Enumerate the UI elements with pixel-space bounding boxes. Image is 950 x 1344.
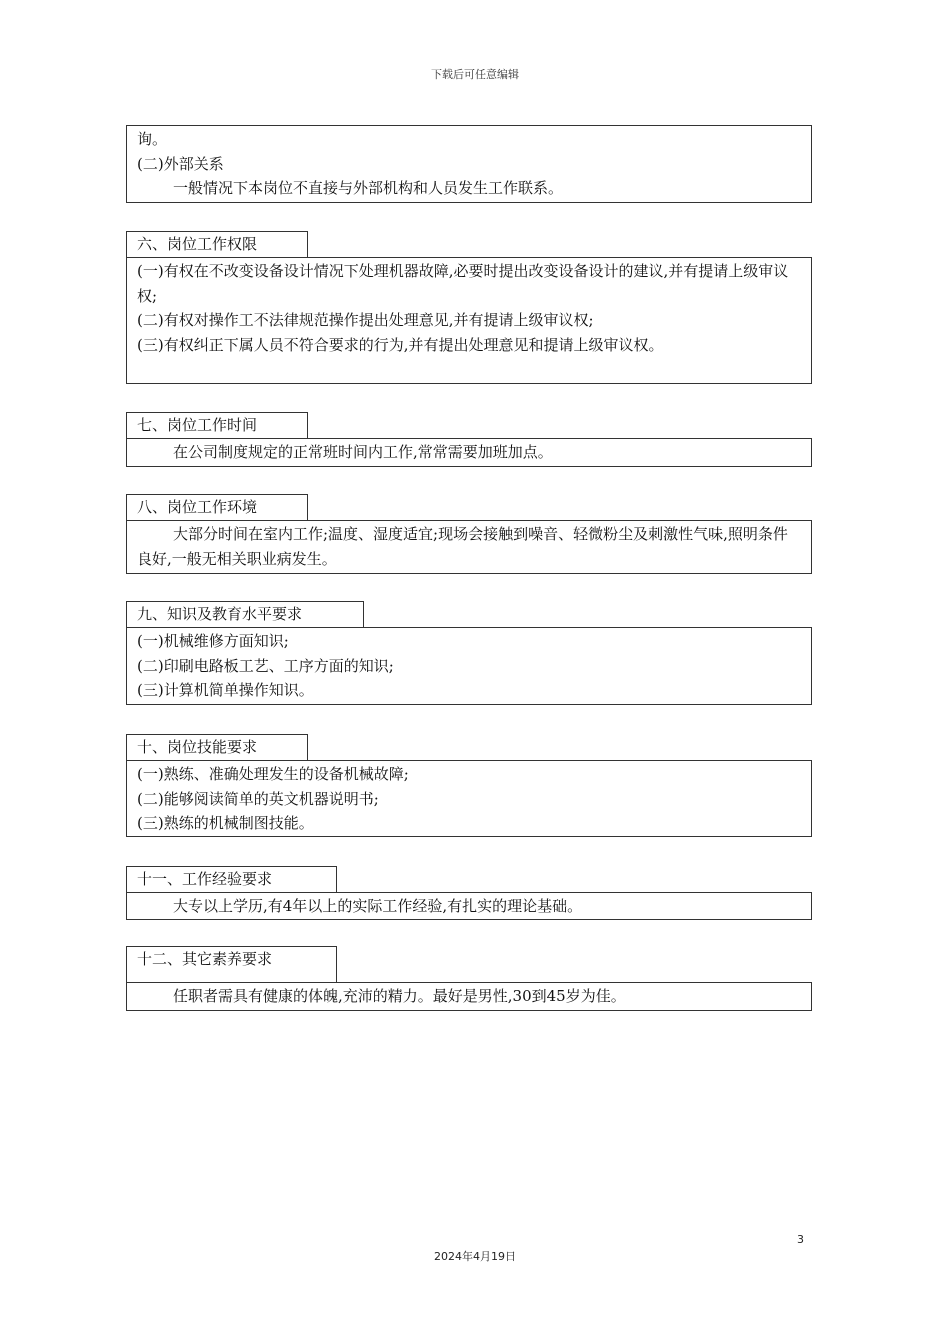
- paragraph: 大部分时间在室内工作;温度、湿度适宜;现场会接触到噪音、轻微粉尘及刺激性气味,照明条件良好,一般无相关职业病发生。: [137, 525, 788, 568]
- section-body-other: [126, 982, 812, 1011]
- section-title-skills: 十、岗位技能要求: [126, 734, 308, 760]
- section-title-time: 七、岗位工作时间: [126, 412, 308, 438]
- list-item: (三)有权纠正下属人员不符合要求的行为,并有提出处理意见和提请上级审议权。: [137, 335, 664, 354]
- list-item: (一)有权在不改变设备设计情况下处理机器故障,必要时提出改变设备设计的建议,并有提请上级审议权;: [137, 262, 789, 305]
- section-title-other: 十二、其它素养要求: [126, 946, 337, 982]
- list-item: (二)印刷电路板工艺、工序方面的知识;: [137, 656, 394, 675]
- subsection-heading: (二)外部关系: [137, 154, 224, 173]
- page-header: 下载后可任意编辑: [431, 68, 519, 81]
- list-item: (三)熟练的机械制图技能。: [137, 814, 314, 832]
- section-title-authority: 六、岗位工作权限: [126, 231, 308, 257]
- list-item: (二)能够阅读简单的英文机器说明书;: [137, 789, 379, 808]
- footer-date: 2024年4月19日: [434, 1250, 516, 1263]
- page-number: 3: [797, 1233, 804, 1246]
- section-body-environment: [126, 520, 812, 574]
- section-body-time: [126, 438, 812, 467]
- section-title-experience: 十一、工作经验要求: [126, 866, 337, 892]
- list-item: (二)有权对操作工不法律规范操作提出处理意见,并有提请上级审议权;: [137, 311, 594, 329]
- section-body-experience: [126, 892, 812, 920]
- section-title-environment: 八、岗位工作环境: [126, 494, 308, 520]
- section-body-knowledge: [126, 627, 812, 705]
- paragraph: 在公司制度规定的正常班时间内工作,常常需要加班加点。: [173, 443, 553, 461]
- list-item: (一)熟练、准确处理发生的设备机械故障;: [137, 765, 409, 783]
- paragraph: 任职者需具有健康的体魄,充沛的精力。最好是男性,30到45岁为佳。: [173, 987, 626, 1005]
- paragraph: 一般情况下本岗位不直接与外部机构和人员发生工作联系。: [173, 179, 564, 197]
- list-item: (三)计算机简单操作知识。: [137, 681, 314, 699]
- continued-text: 询。: [137, 130, 168, 148]
- external-relations-box: [126, 125, 812, 203]
- section-body-skills: [126, 760, 812, 837]
- section-title-knowledge: 九、知识及教育水平要求: [126, 601, 364, 627]
- list-item: (一)机械维修方面知识;: [137, 632, 289, 650]
- paragraph: 大专以上学历,有4年以上的实际工作经验,有扎实的理论基础。: [173, 897, 583, 915]
- section-body-authority: [126, 257, 812, 384]
